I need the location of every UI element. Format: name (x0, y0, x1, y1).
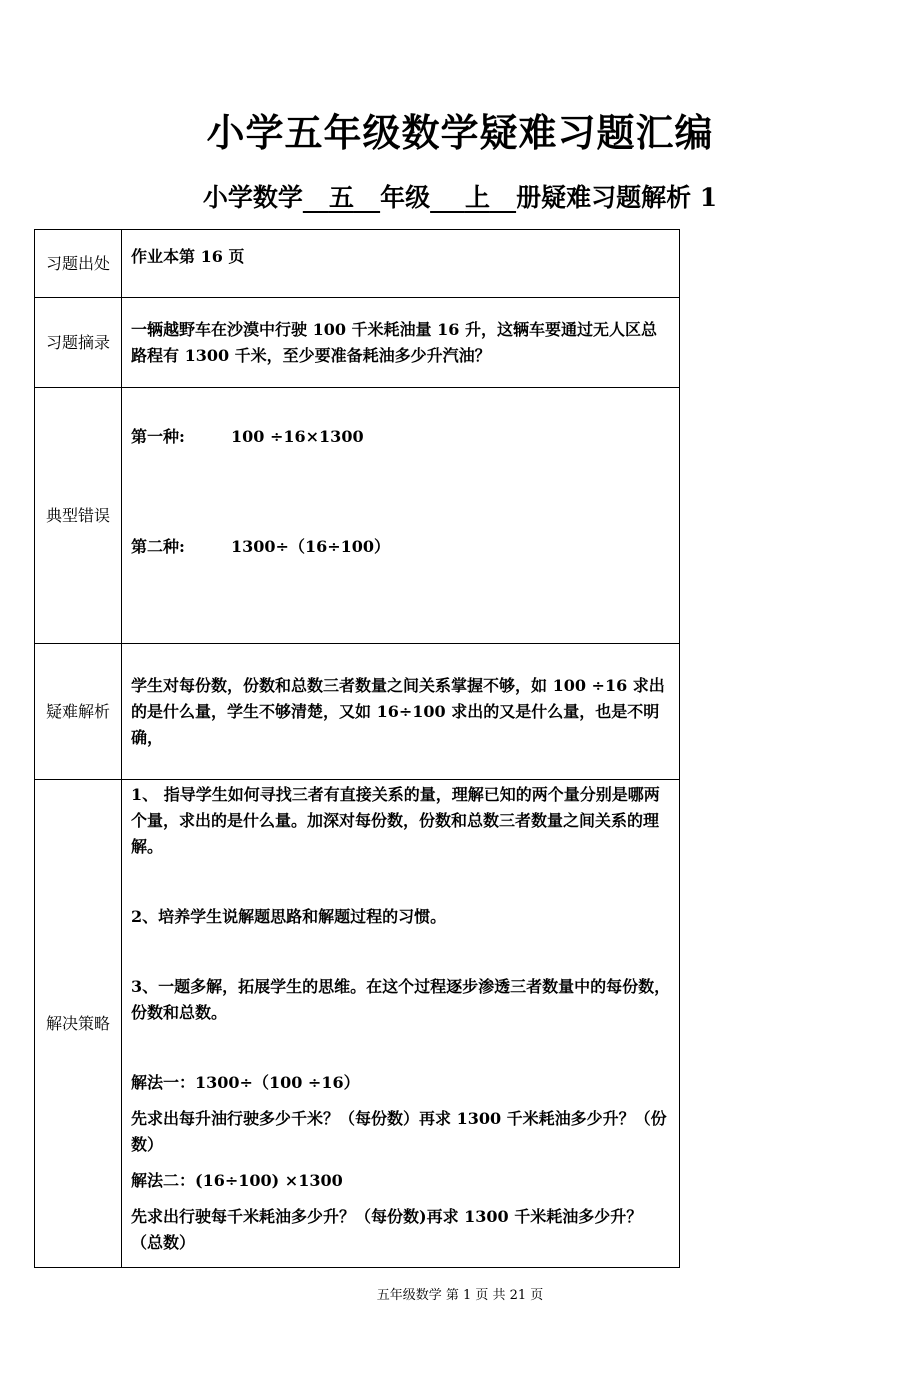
strategy-point-2: 2、培养学生说解题思路和解题过程的习惯。 (131, 907, 447, 926)
method-2: 解法二：(16÷100) ×1300 (131, 1171, 343, 1190)
subtitle-suffix: 册疑难习题解析 1 (516, 183, 718, 212)
row-errors (35, 388, 680, 644)
method-1-desc: 先求出每升油行驶多少千米？（每份数）再求 1300 千米耗油多少升？（份数） (131, 1109, 667, 1154)
subtitle-prefix: 小学数学 (202, 183, 303, 212)
strategy-label: 解决策略 (35, 780, 122, 1268)
row-strategy (35, 780, 680, 1268)
error-first-expr: 100 ÷16×1300 (231, 427, 364, 446)
method-2-desc: 先求出行驶每千米耗油多少升？（每份数)再求 1300 千米耗油多少升？（总数） (131, 1207, 643, 1252)
error-second-label: 第二种: (131, 537, 185, 556)
errors-label: 典型错误 (35, 388, 122, 644)
source-value: 作业本第 16 页 (122, 230, 680, 298)
row-source (35, 230, 680, 298)
grade-value: 五 (328, 183, 354, 212)
document-title: 小学五年级数学疑难习题汇编 (206, 110, 714, 155)
strategy-point-3: 3、一题多解，拓展学生的思维。在这个过程逐步渗透三者数量中的每份数，份数和总数。 (131, 977, 671, 1022)
error-first-label: 第一种: (131, 427, 185, 446)
error-first (131, 424, 671, 450)
problem-analysis-table (34, 229, 680, 1268)
row-excerpt (35, 298, 680, 388)
strategy-point-1: 1、 指导学生如何寻找三者有直接关系的量，理解已知的两个量分别是哪两个量，求出的是什么量。加深对每份数，份数和总数三者数量之间关系的理解。 (131, 785, 660, 856)
analysis-value: 学生对每份数，份数和总数三者数量之间关系掌握不够，如 100 ÷16 求出的是什么量，学生不够清楚，又如 16÷100 求出的又是什么量，也是不明确， (122, 644, 680, 780)
errors-content (122, 388, 680, 644)
volume-blank (430, 178, 516, 214)
error-second (131, 534, 671, 560)
page-footer: 五年级数学 第 1 页 共 21 页 (376, 1288, 544, 1303)
volume-value: 上 (464, 183, 490, 212)
method-1: 解法一：1300÷（100 ÷16） (131, 1073, 360, 1092)
strategy-content (122, 780, 680, 1268)
subtitle-grade-suffix: 年级 (380, 183, 431, 212)
analysis-label: 疑难解析 (35, 644, 122, 780)
grade-blank (303, 178, 380, 214)
document-subtitle (0, 178, 920, 214)
error-second-expr: 1300÷（16÷100） (231, 537, 391, 556)
row-analysis (35, 644, 680, 780)
source-label: 习题出处 (35, 230, 122, 298)
excerpt-value: 一辆越野车在沙漠中行驶 100 千米耗油量 16 升，这辆车要通过无人区总路程有 1300 千米，至少要准备耗油多少升汽油？ (122, 298, 680, 388)
excerpt-label: 习题摘录 (35, 298, 122, 388)
